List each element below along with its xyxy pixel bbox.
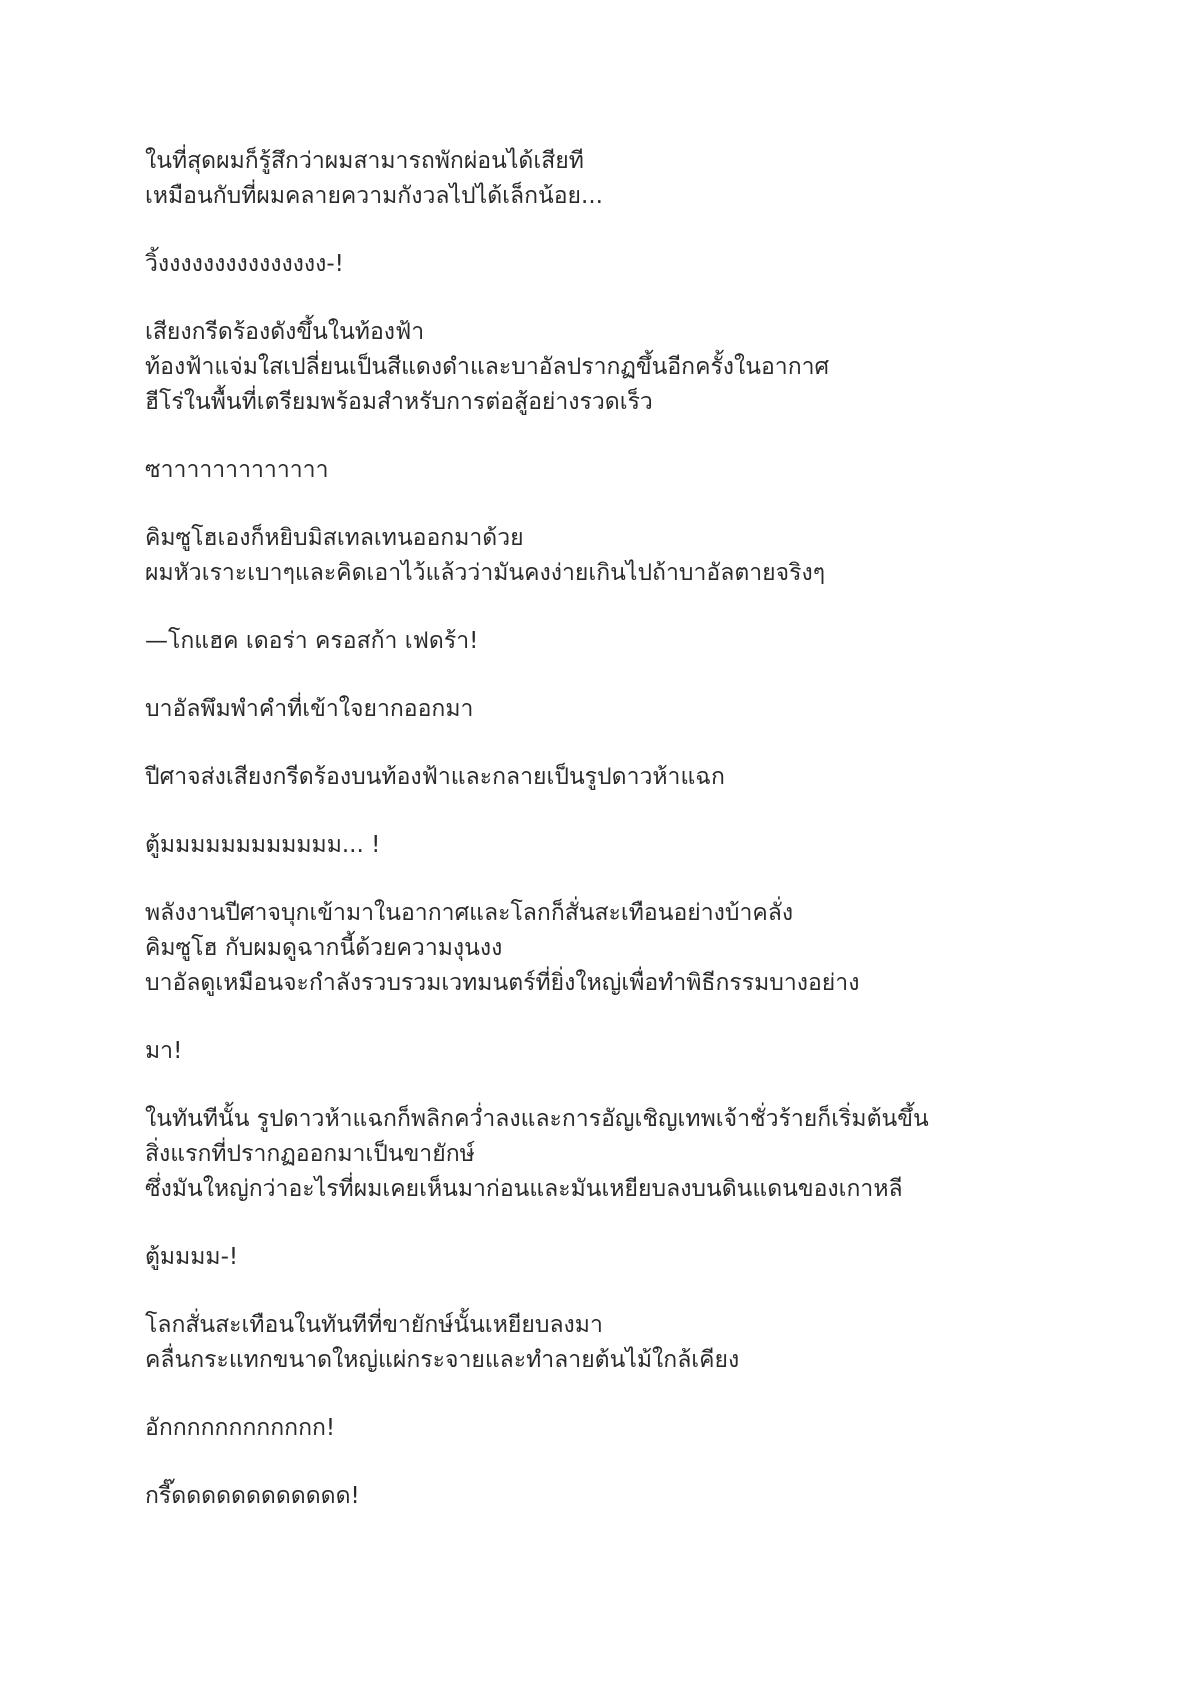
text-line: ในที่สุดผมก็รู้สึกว่าผมสามารถพักผ่อนได้เสียที (145, 148, 584, 174)
paragraph (145, 521, 1105, 591)
text-line: เหมือนกับที่ผมคลายความกังวลไปได้เล็กน้อย... (145, 183, 603, 209)
text-line: ตู้มมมม-! (145, 1244, 239, 1270)
paragraph (145, 453, 1105, 488)
paragraph (145, 896, 1105, 1001)
text-line: สิ่งแรกที่ปรากฏออกมาเป็นขายักษ์ (145, 1141, 475, 1167)
text-line: —โกแฮค เดอร่า ครอสก้า เฟดร้า! (145, 628, 479, 654)
story-text (145, 144, 1105, 1547)
text-line: โลกสั่นสะเทือนในทันทีที่ขายักษ์นั้นเหยียบลงมา (145, 1312, 603, 1338)
paragraph (145, 1102, 1105, 1207)
paragraph (145, 624, 1105, 659)
text-line: ซาาาาาาาาาาาาา (145, 457, 329, 483)
paragraph (145, 828, 1105, 863)
paragraph (145, 1308, 1105, 1378)
text-line: คิมซูโฮ กับผมดูฉากนี้ด้วยความงุนงง (145, 935, 503, 961)
text-line: ฮีโร่ในพื้นที่เตรียมพร้อมสำหรับการต่อสู้อย่างรวดเร็ว (145, 389, 653, 415)
text-line: ผมหัวเราะเบาๆและคิดเอาไว้แล้วว่ามันคงง่ายเกินไปถ้าบาอัลตายจริงๆ (145, 560, 826, 586)
paragraph (145, 1411, 1105, 1446)
text-line: กรี๊ดดดดดดดดดดดด! (145, 1483, 360, 1509)
text-line: ปีศาจส่งเสียงกรีดร้องบนท้องฟ้าและกลายเป็นรูปดาวห้าแฉก (145, 764, 725, 790)
text-line: คิมซูโฮเองก็หยิบมิสเทลเทนออกมาด้วย (145, 525, 524, 551)
text-line: วิ้งงงงงงงงงงงงงงง-! (145, 251, 344, 277)
text-line: ตู้มมมมมมมมมมมม... ! (145, 832, 381, 858)
text-line: ท้องฟ้าแจ่มใสเปลี่ยนเป็นสีแดงดำและบาอัลปรากฏขึ้นอีกครั้งในอากาศ (145, 354, 830, 380)
text-line: บาอัลพึมพำคำที่เข้าใจยากออกมา (145, 696, 474, 722)
paragraph (145, 1479, 1105, 1514)
paragraph (145, 1034, 1105, 1069)
paragraph (145, 692, 1105, 727)
text-line: มา! (145, 1038, 183, 1064)
text-line: ในทันทีนั้น รูปดาวห้าแฉกก็พลิกคว่ำลงและการอัญเชิญเทพเจ้าชั่วร้ายก็เริ่มต้นขึ้น (145, 1106, 929, 1132)
text-line: บาอัลดูเหมือนจะกำลังรวบรวมเวทมนตร์ที่ยิ่งใหญ่เพื่อทำพิธีกรรมบางอย่าง (145, 970, 860, 996)
text-line: คลื่นกระแทกขนาดใหญ่แผ่กระจายและทำลายต้นไม้ใกล้เคียง (145, 1347, 740, 1373)
text-line: ซึ่งมันใหญ่กว่าอะไรที่ผมเคยเห็นมาก่อนและมันเหยียบลงบนดินแดนของเกาหลี (145, 1176, 903, 1202)
text-line: พลังงานปีศาจบุกเข้ามาในอากาศและโลกก็สั่นสะเทือนอย่างบ้าคลั่ง (145, 900, 794, 926)
paragraph (145, 144, 1105, 214)
text-line: เสียงกรีดร้องดังขึ้นในท้องฟ้า (145, 319, 425, 345)
paragraph (145, 247, 1105, 282)
paragraph (145, 760, 1105, 795)
text-line: อักกกกกกกกกกกก! (145, 1415, 336, 1441)
paragraph (145, 1240, 1105, 1275)
paragraph (145, 315, 1105, 420)
